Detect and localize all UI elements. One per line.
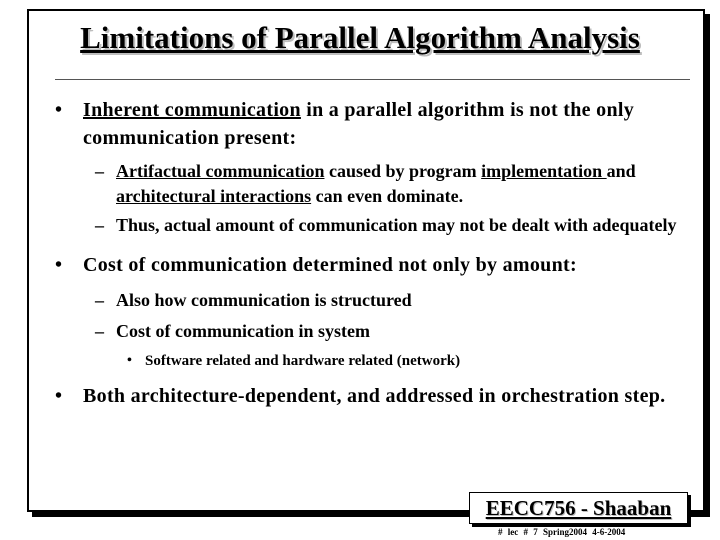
dash-marker: – <box>95 161 104 181</box>
bullet-architecture-dependent <box>55 382 685 410</box>
sub-text: and <box>606 161 636 181</box>
sub-sub-text: Software related and hardware related (network) <box>145 353 461 369</box>
sub-bullet-artifactual <box>95 159 685 209</box>
bullet-text: Both architecture-dependent, and addressed in orchestration step. <box>83 385 666 407</box>
dash-marker: – <box>95 215 104 235</box>
bullet-marker: • <box>55 254 63 276</box>
bullet-marker: • <box>55 385 63 407</box>
dash-marker: – <box>95 290 104 310</box>
sub-text: Thus, actual amount of communication may not be dealt with adequately <box>116 215 677 235</box>
footer-lecture-info: # lec # 7 Spring2004 4-6-2004 <box>498 527 626 537</box>
sub-text-implementation: implementation <box>481 161 607 181</box>
sub-text-architectural: architectural interactions <box>116 186 312 206</box>
sub-text: caused by program <box>324 161 482 181</box>
bullet-marker: • <box>55 99 63 121</box>
bullet-text: in a parallel algorithm is not the only communication present: <box>83 99 635 149</box>
bullet-marker: • <box>127 353 132 368</box>
sub-bullet-cost-in-system <box>95 319 685 344</box>
sub-text: Also how communication is structured <box>116 290 412 310</box>
sub-bullet-thus <box>95 213 685 238</box>
slide-title: Limitations of Parallel Algorithm Analysis <box>80 20 640 55</box>
sub-text: can even dominate. <box>311 186 464 206</box>
sub-sub-bullet-software-hardware <box>127 351 685 371</box>
bullet-text-underlined: Inherent communication <box>83 99 301 121</box>
bullet-inherent-communication <box>55 96 685 152</box>
sub-text-artifactual: Artifactual communication <box>116 161 325 181</box>
footer-course-label: EECC756 - Shaaban <box>469 492 688 524</box>
sub-text: Cost of communication in system <box>116 321 370 341</box>
title-divider <box>55 79 690 80</box>
dash-marker: – <box>95 321 104 341</box>
bullet-text: Cost of communication determined not only by amount: <box>83 254 577 276</box>
slide-content <box>55 96 685 410</box>
bullet-cost-of-communication <box>55 251 685 279</box>
sub-bullet-structured <box>95 288 685 313</box>
